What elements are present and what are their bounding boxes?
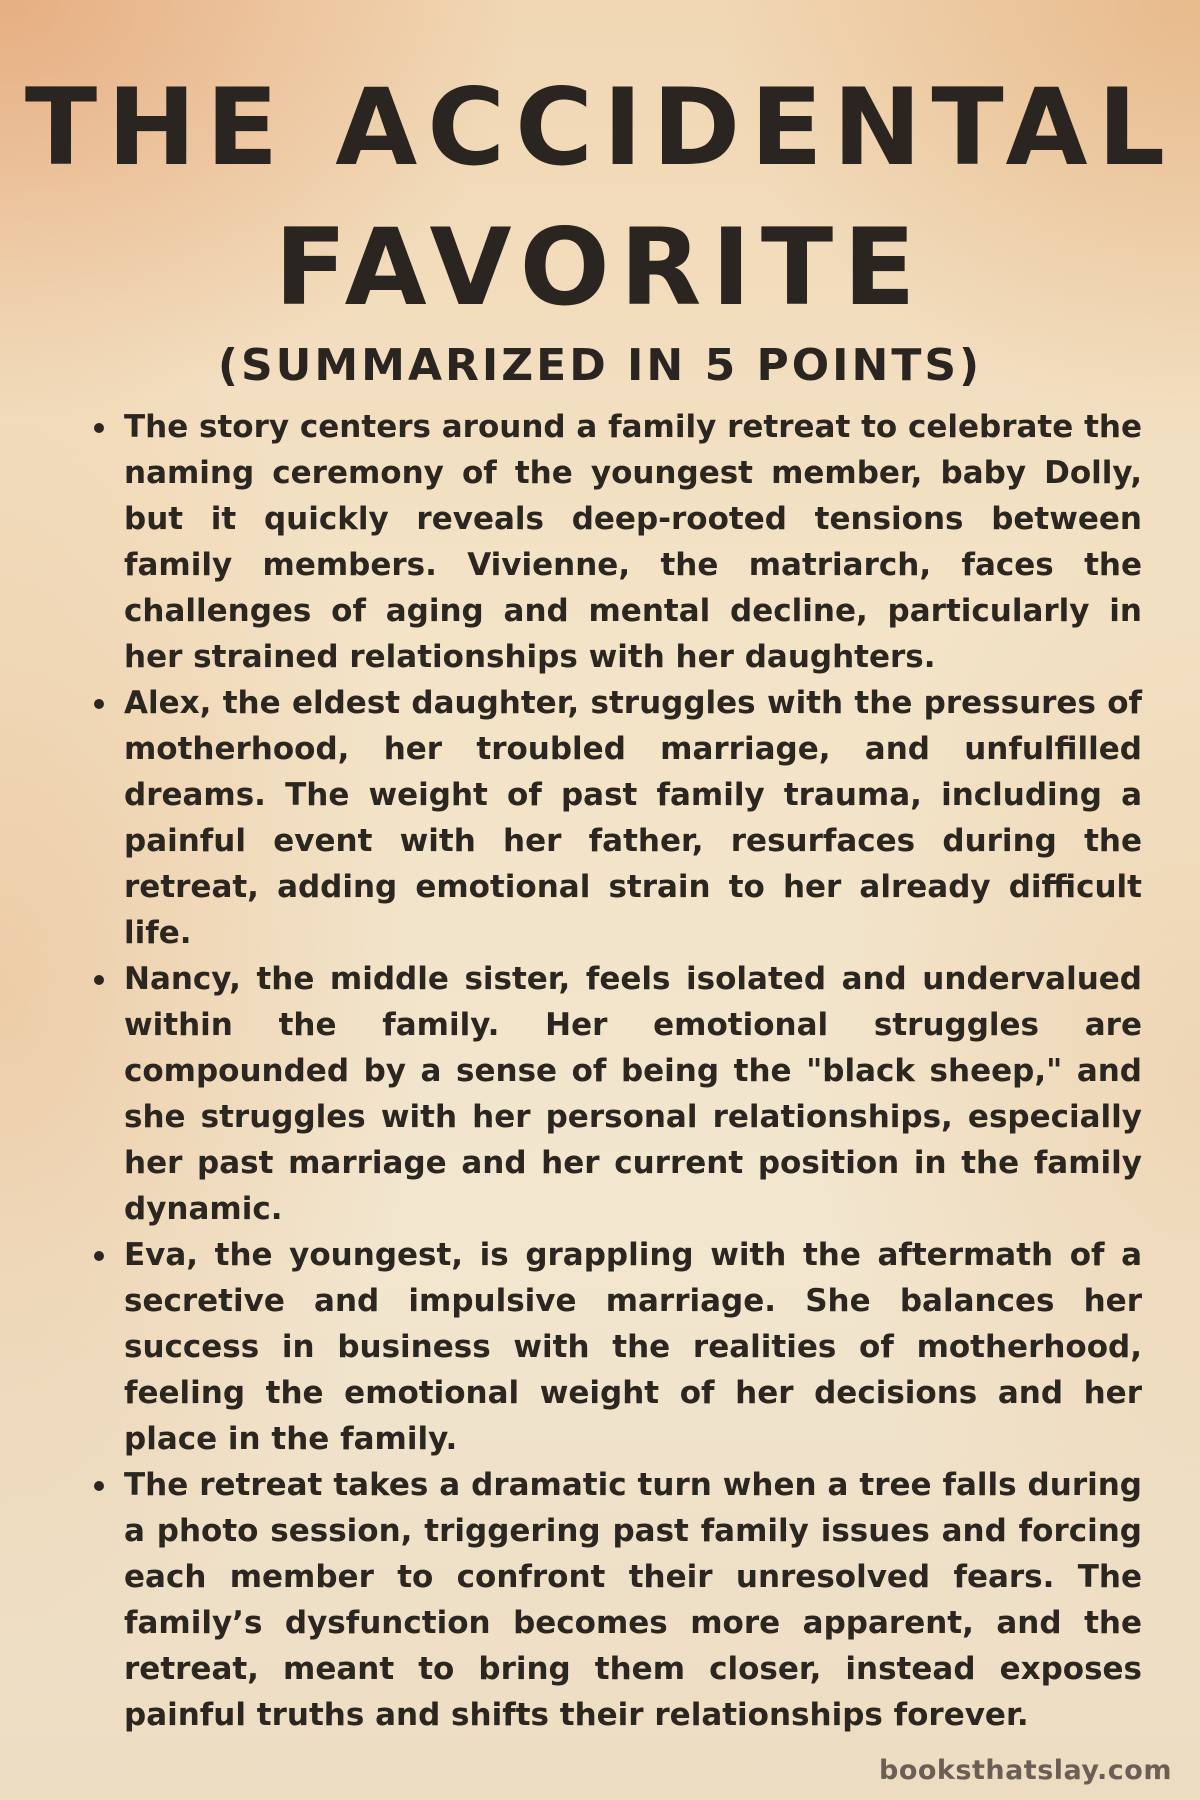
book-title-line-1: THE ACCIDENTAL bbox=[24, 66, 1176, 189]
summary-point-text: The story centers around a family retreat to celebrate the naming ceremony of the youngest member, baby Dolly, but it quickly reveals deep-rooted tensions between family members. Vivienne, the matriarch, faces the challenges of aging and mental decline, particularly in her strained relationships with her daughters. bbox=[124, 409, 1142, 675]
summary-point-5 bbox=[90, 1462, 1142, 1738]
book-title-line-2: FAVORITE bbox=[274, 206, 926, 329]
summary-point-text: Eva, the youngest, is grappling with the aftermath of a secretive and impulsive marriage. She balances her success in business with the realities of motherhood, feeling the emotional weight of her decisions and her place in the family. bbox=[124, 1237, 1142, 1457]
site-watermark: booksthatslay.com bbox=[879, 1755, 1172, 1786]
summary-point-3 bbox=[90, 956, 1142, 1232]
bullet-icon bbox=[94, 975, 104, 985]
bullet-icon bbox=[94, 423, 104, 433]
summary-point-text: Alex, the eldest daughter, struggles with the pressures of motherhood, her troubled marriage, and unfulfilled dreams. The weight of past family trauma, including a painful event with her father, resurfaces during the retreat, adding emotional strain to her already difficult life. bbox=[124, 685, 1142, 951]
summary-point-4 bbox=[90, 1232, 1142, 1462]
summary-point-text: The retreat takes a dramatic turn when a tree falls during a photo session, triggering past family issues and forcing each member to confront their unresolved fears. The family’s dysfunction becomes more apparent, and the retreat, meant to bring them closer, instead exposes painful truths and shifts their relationships forever. bbox=[124, 1467, 1142, 1733]
summary-points-list bbox=[90, 404, 1142, 1738]
summary-point-text: Nancy, the middle sister, feels isolated and undervalued within the family. Her emotional struggles are compounded by a sense of being the "black sheep," and she struggles with her personal relationships, especially her past marriage and her current position in the family dynamic. bbox=[124, 961, 1142, 1227]
bullet-icon bbox=[94, 1481, 104, 1491]
subtitle: (SUMMARIZED IN 5 POINTS) bbox=[217, 340, 983, 391]
bullet-icon bbox=[94, 1251, 104, 1261]
book-title bbox=[0, 58, 1200, 338]
summary-point-2 bbox=[90, 680, 1142, 956]
bullet-icon bbox=[94, 699, 104, 709]
summary-point-1 bbox=[90, 404, 1142, 680]
